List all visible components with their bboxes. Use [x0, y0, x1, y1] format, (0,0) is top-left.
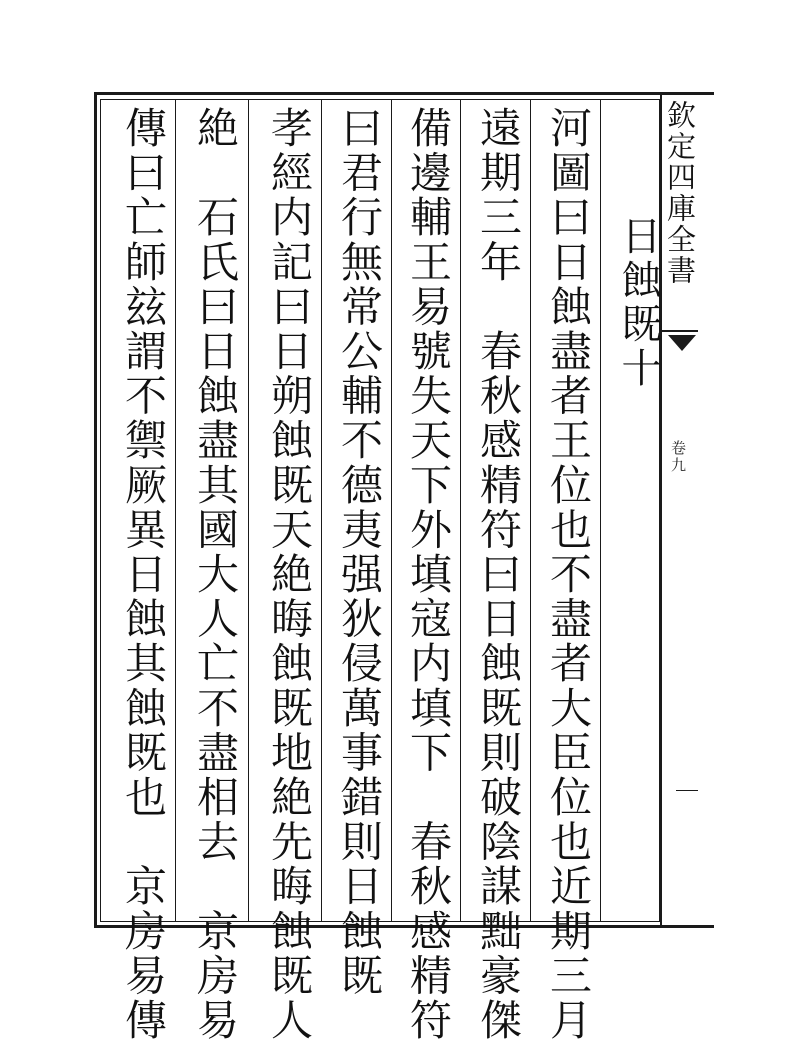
text-column-5: 孝經内記曰日朔蝕既天絶晦蝕既地絶先晦蝕既人 [265, 106, 314, 1043]
section-heading: 日蝕既十 [615, 215, 661, 391]
text-column-1: 河圖曰日蝕盡者王位也不盡者大臣位也近期三月 [544, 106, 593, 1043]
text-column-6: 絶 石氏曰日蝕盡其國大人亡不盡相去 京房易 [191, 106, 240, 1043]
margin-tick [676, 790, 698, 791]
text-column-2: 遠期三年 春秋感精符曰日蝕既則破陰謀黜豪傑 [474, 106, 523, 1043]
column-divider [600, 99, 601, 922]
column-divider [460, 99, 461, 922]
text-column-4: 曰君行無常公輔不德夷强狄侵萬事錯則日蝕既 [335, 106, 384, 998]
column-divider [391, 99, 392, 922]
text-column-7: 傳曰亡師玆謂不禦厥異日蝕其蝕既也 京房易傳 [119, 106, 168, 1043]
book-title: 欽定四庫全書 [663, 100, 697, 286]
margin-separator [662, 330, 698, 332]
juan-number: 卷九 [669, 440, 687, 474]
column-divider [175, 99, 176, 922]
text-column-3: 備邊輔王易號失天下外填寇内填下 春秋感精符 [404, 106, 453, 1043]
column-divider [530, 99, 531, 922]
fishtail-mark [668, 335, 696, 351]
column-divider [248, 99, 249, 922]
column-divider [321, 99, 322, 922]
